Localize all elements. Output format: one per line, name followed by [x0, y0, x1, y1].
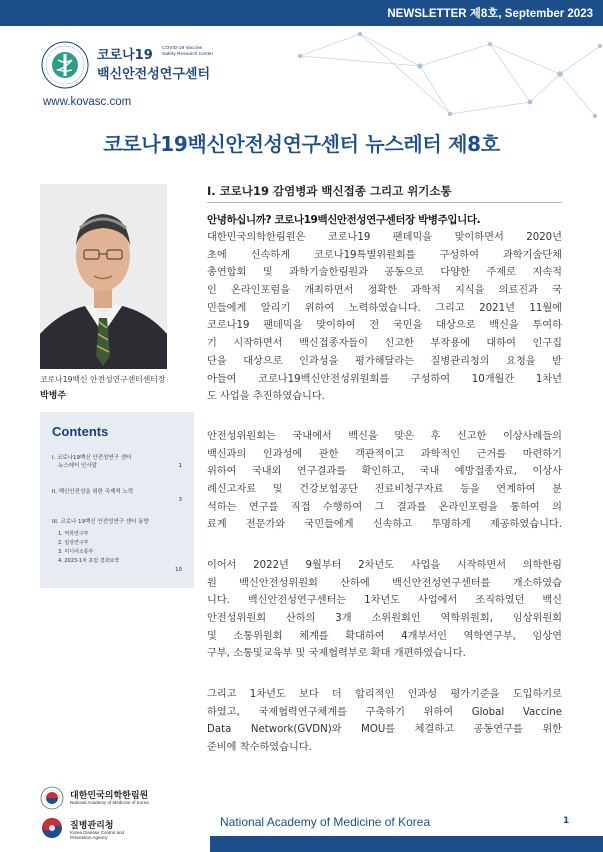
- article-paragraph-1: 대한민국의학한림원은 코로나19 팬데믹을 맞이하면서 2020년 초에 신속하게 코로나19특별위원회를 구성하여 과학기술단체 총연합회 및 과학기술한림원과 공동으로 다양한 주제로 지속적 인 온라인포럼을 개최하면서 정확한 과학적 지식을 의료진과 국 민들에게 알리기 위하여 노력하였습니다. 그리고 2021년 11월에 코로나19 팬데믹을 맞이하여 전 국민을 대상으로 백신을 투여하 기 시작하면서 백신접종자들이 신고한 부작용에 대하여 인구집 단을 대상으로 인과성을 평가해달라는 질병관리청의 요청을 받 아들여 코로나19백신안전성위원회를 구성하여 10개월간 1차년 도 사업을 추진하였습니다.: [207, 232, 562, 403]
- director-name: 박병주: [40, 391, 67, 401]
- contents-heading: Contents: [52, 424, 109, 439]
- center-emblem-icon: [40, 40, 90, 90]
- nam-emblem-icon: [40, 786, 64, 810]
- section-title: I. 코로나19 감염병과 백신접종 그리고 위기소통: [207, 184, 452, 198]
- center-logo: [40, 40, 230, 90]
- article-paragraph-3: 이어서 2022년 9월부터 2차년도 사업을 시작하면서 의학한림 원 백신안전성위원회 산하에 백신안전성연구센터를 개소하였습 니다. 백신안전성연구센터는 1차년도 사업에서 조직하였던 백신 안전성위원회 산하의 3개 소위원회인 역학위원회, 임상위원회 및 소통위원회 체계를 확대하여 4개부서인 역학연구부, 임상연 구부, 소통및교육부 및 국제협력부로 확대 개편하였습니다.: [207, 560, 562, 660]
- contents-box: [40, 412, 194, 588]
- section-divider: [207, 202, 562, 203]
- director-photo: [40, 184, 167, 369]
- page-title: 코로나19백신안전성연구센터 뉴스레터 제8호: [103, 132, 500, 156]
- article-paragraph-2: 안전성위원회는 국내에서 백신을 맞은 후 신고한 이상사례들의 백신과의 인과성에 관한 객관적이고 과학적인 근거를 마련하기 위하여 국내외 연구결과를 확인하고, 국내 예방접종자료, 이상사 례신고자료 및 건강보험공단 진료비청구자료 등을 연계하여 분 석하는 연구를 직접 수행하여 그 결과를 온라인포럼을 통하여 의 료계 전문가와 국민들에게 신속하고 투명하게 제공하였습니다.: [207, 431, 562, 531]
- greeting: 안녕하십니까? 코로나19백신안전성연구센터장 박병주입니다.: [207, 214, 481, 226]
- logo-name-line1: 코로나19: [97, 48, 153, 63]
- toc-subitem[interactable]: 1. 역학연구부: [58, 531, 89, 537]
- newsletter-header-bar: [0, 0, 603, 26]
- kdca-logo: 질병관리청 Korea Disease Control and Prevention Agency: [40, 816, 200, 840]
- toc-item-3[interactable]: III. 코로나 19백신 안전성연구 센터 동향: [52, 519, 149, 525]
- footer-organization: National Academy of Medicine of Korea: [220, 815, 431, 829]
- logo-subtitle: COVID-19 Vaccine Safety Research Center: [162, 46, 214, 57]
- toc-item-2[interactable]: II. 백신안전성을 위한 국제적 노력 3: [52, 489, 182, 503]
- article-paragraph-4: 그리고 1차년도 보다 더 합리적인 인과성 평가기준을 도입하기로 하였고, 국제협력연구체계를 구축하기 위하여 Global Vaccine Data Network(GVDN)와 MOU를 체결하고 공동연구를 위한 준비에 착수하였습니다.: [207, 689, 562, 754]
- toc-page-number: 1: [178, 463, 182, 469]
- toc-page-number: 10: [175, 567, 182, 573]
- toc-page-number: 3: [178, 497, 182, 503]
- toc-subitem[interactable]: 2. 임상연구부: [58, 540, 89, 546]
- newsletter-issue-label: NEWSLETTER 제8호, September 2023: [387, 8, 593, 20]
- director-portrait-image: [40, 184, 167, 369]
- website-link[interactable]: www.kovasc.com: [43, 96, 132, 108]
- kdca-emblem-icon: [40, 816, 64, 840]
- toc-subitem[interactable]: 3. 미디어소통부: [58, 549, 94, 555]
- toc-item-3-page: [52, 566, 182, 574]
- director-role-caption: 코로나19백신 안전성연구센터센터장: [40, 375, 166, 384]
- logo-name-line2: 백신안전성연구센터: [97, 67, 211, 82]
- toc-subitem[interactable]: 4. 2023-1차 포럼 결과요약: [58, 558, 120, 564]
- nam-korea-logo: 대한민국의학한림원 National Academy of Medicine of Korea: [40, 786, 200, 810]
- page-number: 1: [563, 816, 570, 826]
- footer-bar: [210, 836, 603, 852]
- toc-item-1[interactable]: I. 코로나19백신 안전성연구 센터 뉴스레터 인사말 1: [52, 455, 182, 469]
